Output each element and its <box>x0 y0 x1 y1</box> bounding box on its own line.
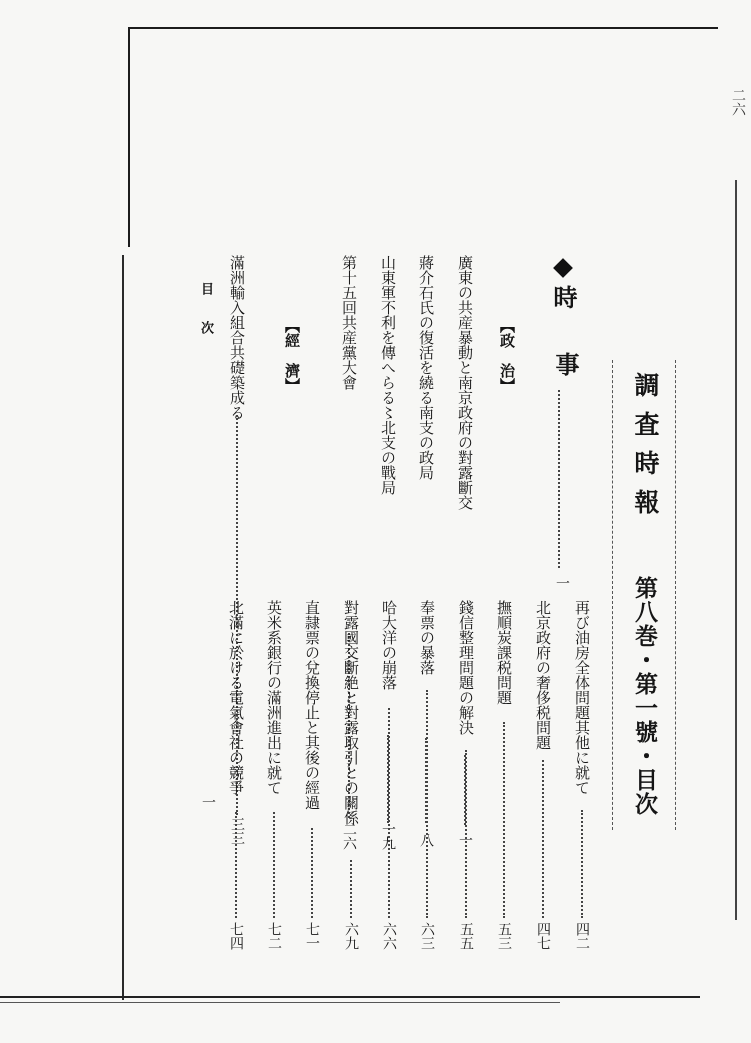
toc-entry-title: 哈大洋の崩落 <box>380 600 398 690</box>
toc-leader-dots <box>388 708 390 918</box>
toc-entry-title: 奉票の暴落 <box>418 600 436 675</box>
toc-entry[interactable] <box>418 600 436 950</box>
toc-leader-dots <box>503 722 505 918</box>
economy-heading: 【經 濟】 <box>283 318 301 393</box>
toc-entry-page: 六九 <box>343 922 359 950</box>
toc-entry-page: 一九 <box>380 822 396 850</box>
page-edge-right <box>735 180 737 920</box>
toc-entry-title: 蔣介石氏の復活を繞る南支の政局 <box>417 255 435 480</box>
toc-entry-page: 五三 <box>496 922 512 950</box>
toc-entry-title: 北京政府の奢侈税問題 <box>534 600 552 750</box>
toc-entry-page: 八 <box>418 833 434 847</box>
footer-page-number: 一 <box>200 795 216 809</box>
toc-entry[interactable] <box>227 600 245 950</box>
toc-entry-title: 再び油房全体問題其他に就て <box>573 600 591 795</box>
toc-entry[interactable] <box>265 600 283 950</box>
page-edge-left <box>128 27 130 247</box>
toc-entry-title: 第十五回共産黨大會 <box>340 255 358 390</box>
toc-entry[interactable] <box>573 600 591 950</box>
toc-entry-title: 撫順炭課税問題 <box>495 600 513 705</box>
section-jiji-heading: 時 <box>546 255 581 309</box>
toc-entry-title: 錢信整理問題の解決 <box>457 600 475 735</box>
footer-mokuji-label: 目 次 <box>198 282 213 334</box>
diamond-bullet-icon <box>553 258 573 278</box>
toc-leader-dots <box>273 812 275 918</box>
toc-entry-page: 七二 <box>266 922 282 950</box>
toc-leader-dots <box>350 860 352 918</box>
toc-entry-page: 四二 <box>574 922 590 950</box>
section-jiji-heading-2: 事 <box>551 352 580 376</box>
toc-entry-page: 六三 <box>419 922 435 950</box>
toc-entry[interactable] <box>457 600 475 950</box>
toc-leader-dots <box>311 828 313 918</box>
toc-entry-page: 一 <box>457 833 473 847</box>
page-edge-bottom-inner <box>0 1002 560 1003</box>
page-edge-left-lower <box>122 255 124 1000</box>
toc-entry-page: 七四 <box>228 922 244 950</box>
toc-entry[interactable] <box>534 600 552 950</box>
page-edge-top <box>128 27 718 29</box>
section-jiji-page: 一 <box>554 576 570 590</box>
section-jiji-leader <box>558 390 560 568</box>
toc-entry[interactable] <box>495 600 513 950</box>
toc-leader-dots <box>542 760 544 918</box>
toc-leader-dots <box>465 750 467 918</box>
politics-heading: 【政 治】 <box>498 318 516 393</box>
volume-issue-title: 第八巻・第一號・目次 <box>631 576 658 816</box>
toc-entry-title: 廣東の共産暴動と南京政府の對露斷交 <box>456 255 474 510</box>
toc-entry-page: 三三 <box>229 817 245 845</box>
margin-page-mark: 二六 <box>730 88 746 116</box>
toc-entry-page: 七一 <box>304 922 320 950</box>
page-edge-bottom <box>0 996 700 998</box>
toc-entry-title: 對露國交斷絶と對露取引との關係 <box>342 600 360 825</box>
toc-entry[interactable] <box>303 600 321 950</box>
toc-entry-title: 英米系銀行の滿洲進出に就て <box>265 600 283 795</box>
toc-entry-title: 直隷票の兌換停止と其後の經過 <box>303 600 321 810</box>
toc-entry-title: 北滿に於ける電氣會社の競爭 <box>227 600 245 795</box>
toc-entry[interactable] <box>380 600 398 950</box>
journal-title: 調査時報 <box>631 372 660 528</box>
toc-entry-page: 二六 <box>341 822 357 850</box>
toc-leader-dots <box>235 812 237 918</box>
toc-leader-dots <box>581 810 583 918</box>
toc-entry-page: 五五 <box>458 922 474 950</box>
toc-entry-title: 山東軍不利を傳へらる〻北支の戰局 <box>379 255 397 495</box>
toc-entry-title: 滿洲輸入組合共礎築成る <box>228 255 246 420</box>
toc-leader-dots <box>426 690 428 918</box>
toc-entry-page: 六六 <box>381 922 397 950</box>
toc-entry-page: 四七 <box>535 922 551 950</box>
toc-entry[interactable] <box>342 600 360 950</box>
